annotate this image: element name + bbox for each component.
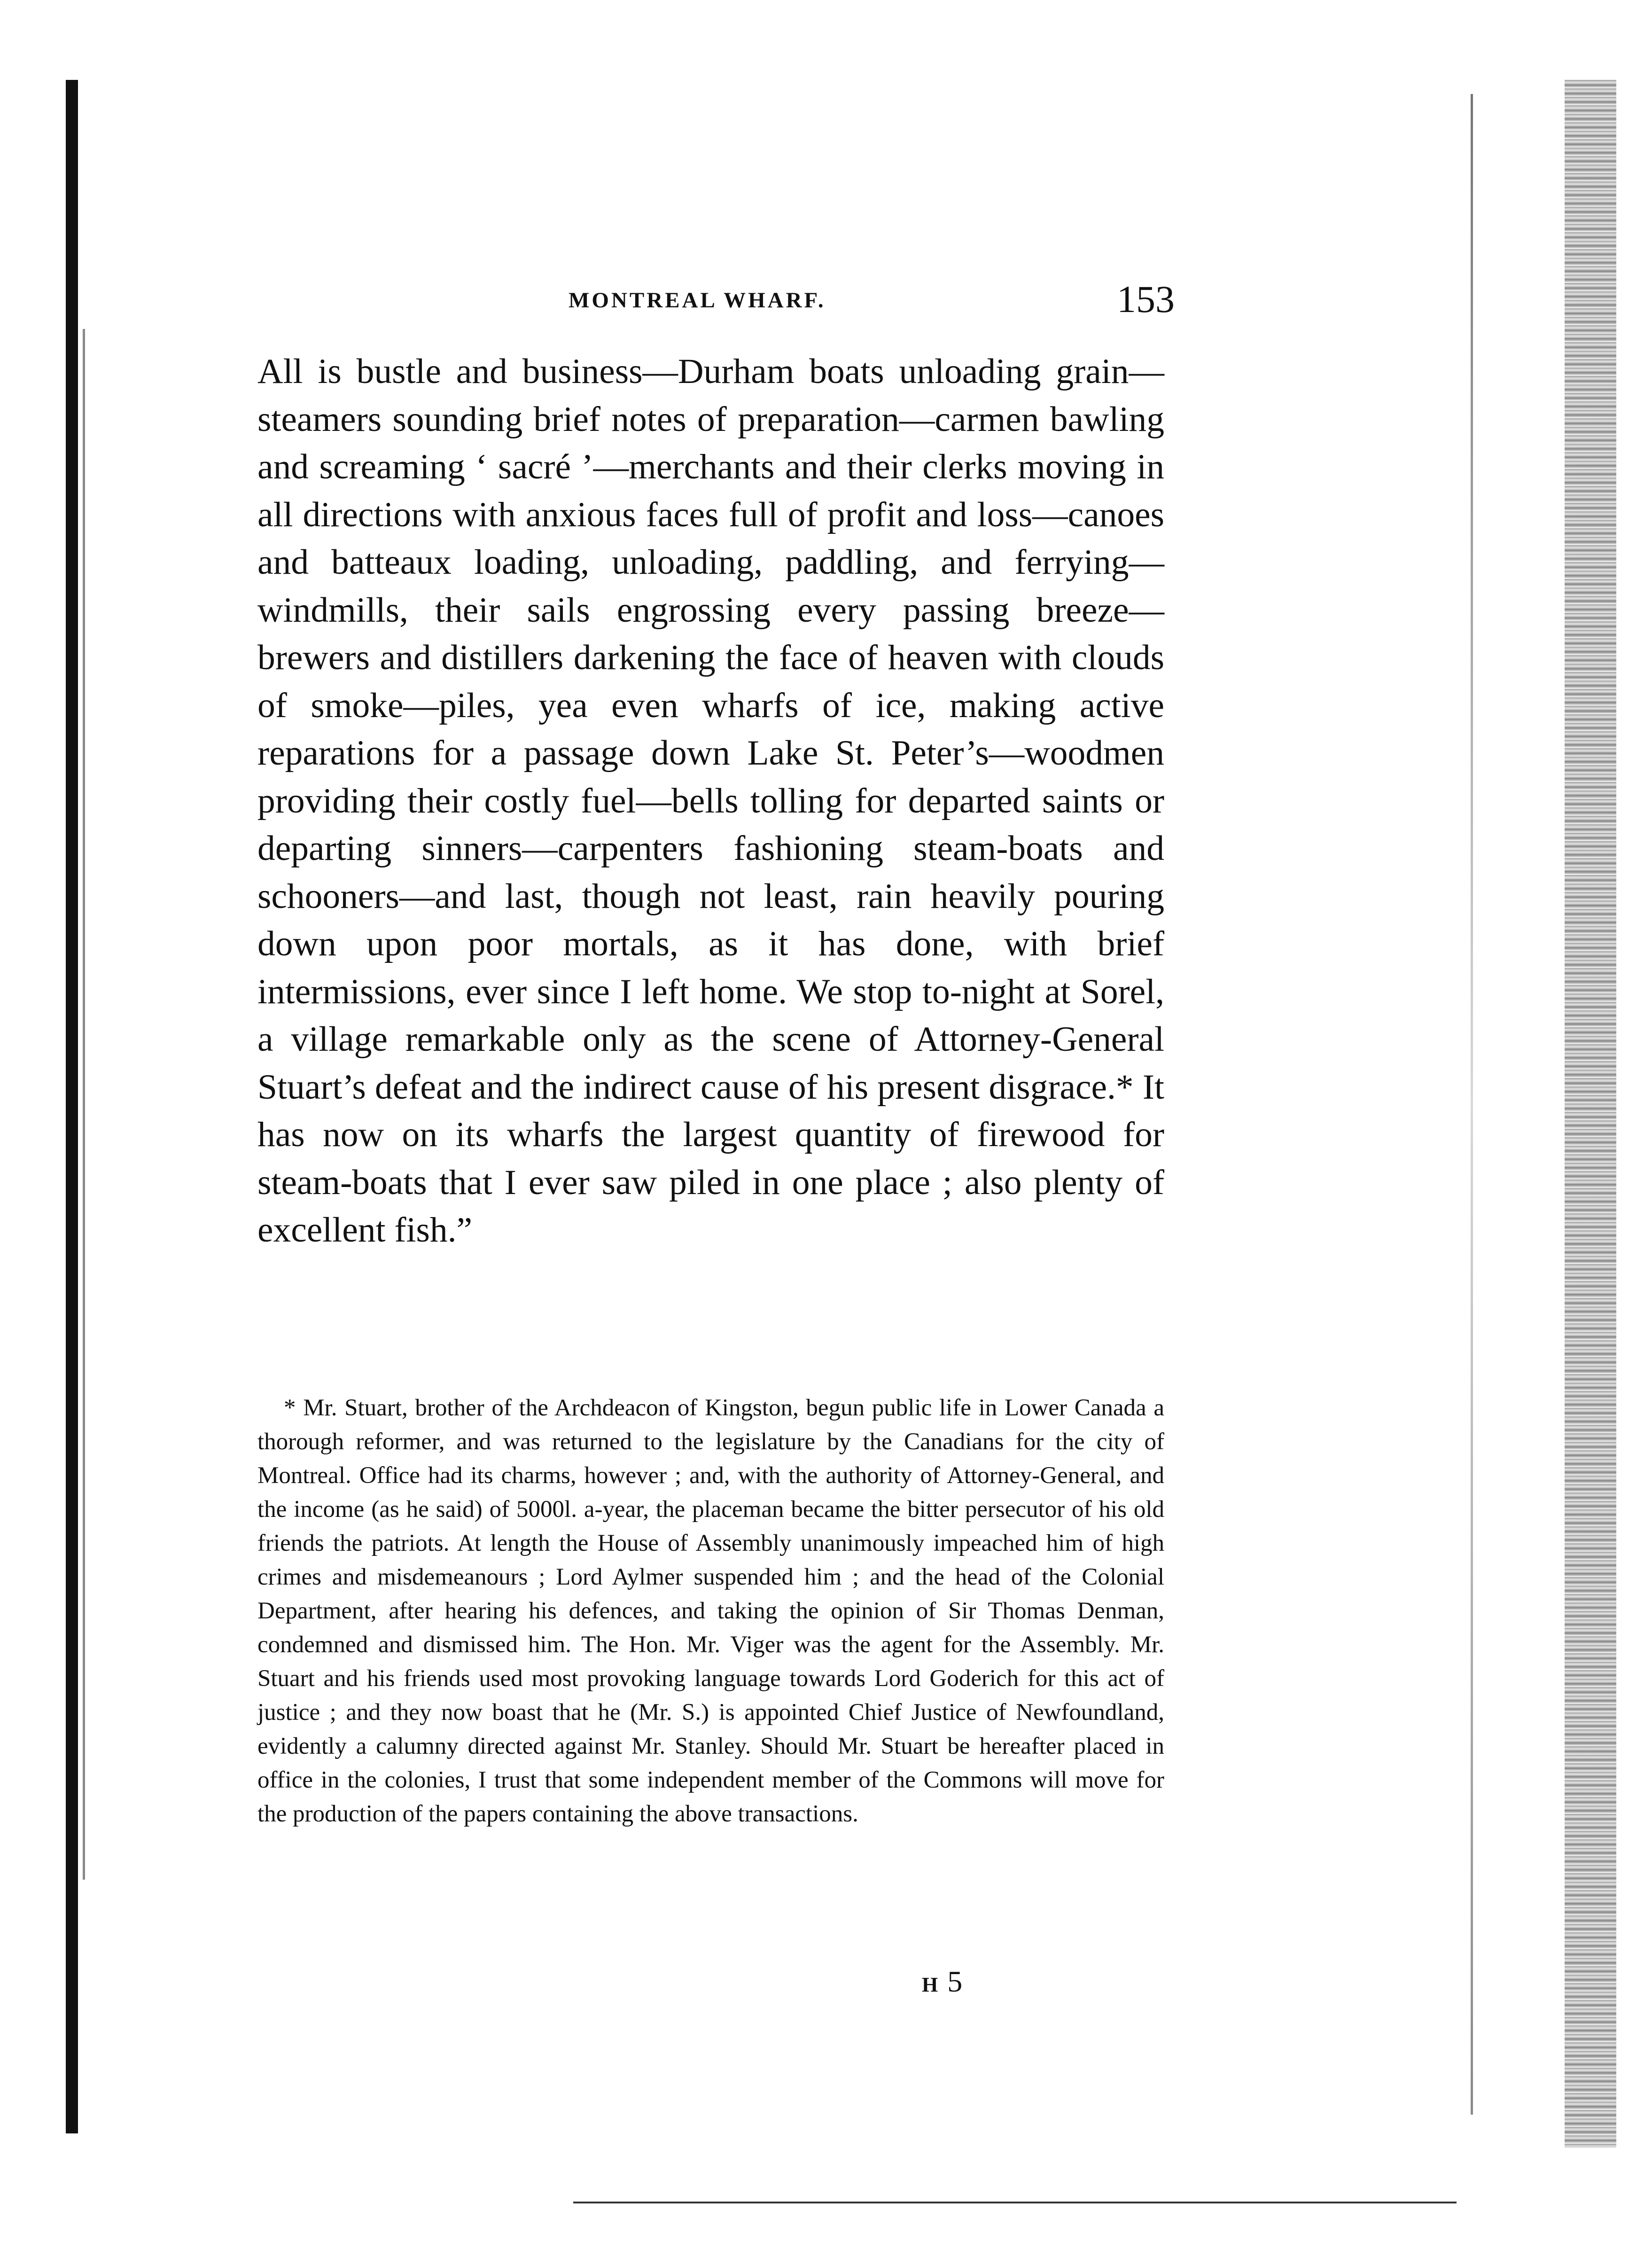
- scan-gutter-line: [1471, 94, 1473, 2115]
- scan-bottom-line: [573, 2202, 1457, 2203]
- signature-mark: [922, 1964, 962, 1999]
- signature-number: 5: [947, 1965, 963, 1998]
- running-head-title: MONTREAL WHARF.: [569, 288, 826, 312]
- body-paragraph: All is bustle and business—Durham boats unloading grain—steamers sounding brief notes of preparation—carmen bawling and screaming ‘ sacré ’—merchants and their clerks moving in all directions with anxious faces full of profit and loss—canoes and batteaux loading, unloading, paddling, and ferrying—windmills, their sails engrossing every passing breeze—brewers and distillers darkening the face of heaven with clouds of smoke—piles, yea even wharfs of ice, making active reparations for a passage down Lake St. Peter’s—woodmen providing their costly fuel—bells tolling for departed saints or departing sinners—carpenters fashioning steam-boats and schooners—and last, though not least, rain heavily pouring down upon poor mortals, as it has done, with brief intermissions, ever since I left home. We stop to-night at Sorel, a village remarkable only as the scene of Attorney-General Stuart’s defeat and the indirect cause of his present disgrace.* It has now on its wharfs the largest quantity of firewood for steam-boats that I ever saw piled in one place ; also plenty of excellent fish.”: [257, 352, 1164, 1250]
- scan-right-edge: [1565, 80, 1616, 2148]
- footnote: * Mr. Stuart, brother of the Archdeacon of Kingston, begun public life in Lower Canada a thorough reformer, and was returned to the legislature by the Canadians for the city of Montreal. Office had its charms, however ; and, with the authority of Attorney-General, and the income (as he said) of 5000l. a-year, the placeman became the bitter persecutor of his old friends the patriots. At length the House of Assembly unanimously impeached him of high crimes and misdemeanours ; Lord Aylmer suspended him ; and the head of the Colonial Department, after hearing his defences, and taking the opinion of Sir Thomas Denman, condemned and dismissed him. The Hon. Mr. Viger was the agent for the Assembly. Mr. Stuart and his friends used most provoking language towards Lord Goderich for this act of justice ; and they now boast that he (Mr. S.) is appointed Chief Justice of Newfoundland, evidently a calumny directed against Mr. Stanley. Should Mr. Stuart be hereafter placed in office in the colonies, I trust that some independent member of the Commons will move for the production of the papers containing the above transactions.: [257, 1395, 1164, 1827]
- running-head: [258, 277, 1175, 324]
- scan-left-edge: [66, 80, 78, 2133]
- page-number: 153: [1117, 278, 1175, 320]
- signature-letter: H: [922, 1973, 940, 1996]
- scan-left-edge-shadow: [83, 329, 85, 1880]
